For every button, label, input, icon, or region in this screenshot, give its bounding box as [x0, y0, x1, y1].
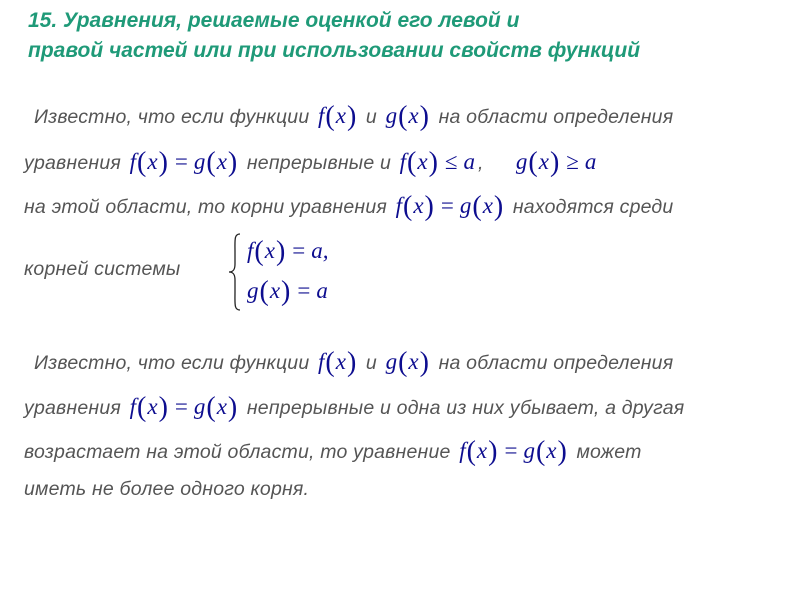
block2-line-2 — [24, 390, 684, 422]
slide-title — [28, 6, 788, 66]
block1-line-4 — [24, 258, 180, 281]
formula-equation: f(x) = g(x) — [395, 191, 504, 222]
block2-line-4 — [24, 478, 309, 501]
formula-g-eq-a: g(x) = a — [247, 276, 328, 307]
text-segment: непрерывные и — [246, 152, 392, 174]
block1-line-2 — [24, 145, 599, 177]
text-segment: уравнения — [24, 152, 121, 174]
text-segment: на области определения — [438, 352, 674, 374]
text-segment: Известно, что если функции — [34, 106, 310, 128]
formula-equation: f(x) = g(x) — [129, 392, 238, 423]
formula-equation: f(x) = g(x) — [459, 436, 567, 467]
text-segment: , — [478, 152, 484, 174]
formula-f-eq-a: f(x) = a, — [247, 236, 329, 267]
formula-g-of-x: g(x) — [385, 347, 429, 378]
formula-g-ge-a: g(x) ≥ a — [515, 147, 597, 178]
text-segment: и — [365, 106, 377, 128]
text-segment: может — [576, 441, 642, 463]
title-line-2: правой частей или при использовании свойств функций — [28, 39, 641, 62]
block1-line-3 — [24, 189, 673, 221]
formula-f-le-a: f(x) ≤ a — [399, 147, 476, 178]
text-segment: и — [365, 352, 377, 374]
block2-line-3 — [24, 434, 642, 466]
block2-line-1 — [34, 345, 673, 377]
curly-brace-icon — [228, 232, 242, 312]
formula-equation: f(x) = g(x) — [129, 147, 238, 178]
formula-f-of-x: f(x) — [318, 101, 357, 132]
text-segment: непрерывные и одна из них убывает, а другая — [246, 397, 685, 419]
formula-f-of-x: f(x) — [318, 347, 357, 378]
text-segment: на области определения — [438, 106, 674, 128]
formula-g-of-x: g(x) — [385, 101, 429, 132]
text-segment: находятся среди — [512, 196, 674, 218]
text-segment: возрастает на этой области, то уравнение — [24, 441, 451, 463]
text-segment: уравнения — [24, 397, 121, 419]
text-segment: Известно, что если функции — [34, 352, 310, 374]
system-row-2 — [244, 274, 331, 306]
system-row-1 — [244, 234, 332, 266]
text-segment: корней системы — [24, 258, 181, 280]
title-line-1: 15. Уравнения, решаемые оценкой его левой и — [28, 9, 520, 32]
equation-system — [228, 232, 388, 312]
text-segment: на этой области, то корни уравнения — [24, 196, 387, 218]
block1-line-1 — [34, 99, 673, 131]
text-segment: иметь не более одного корня. — [24, 478, 310, 500]
